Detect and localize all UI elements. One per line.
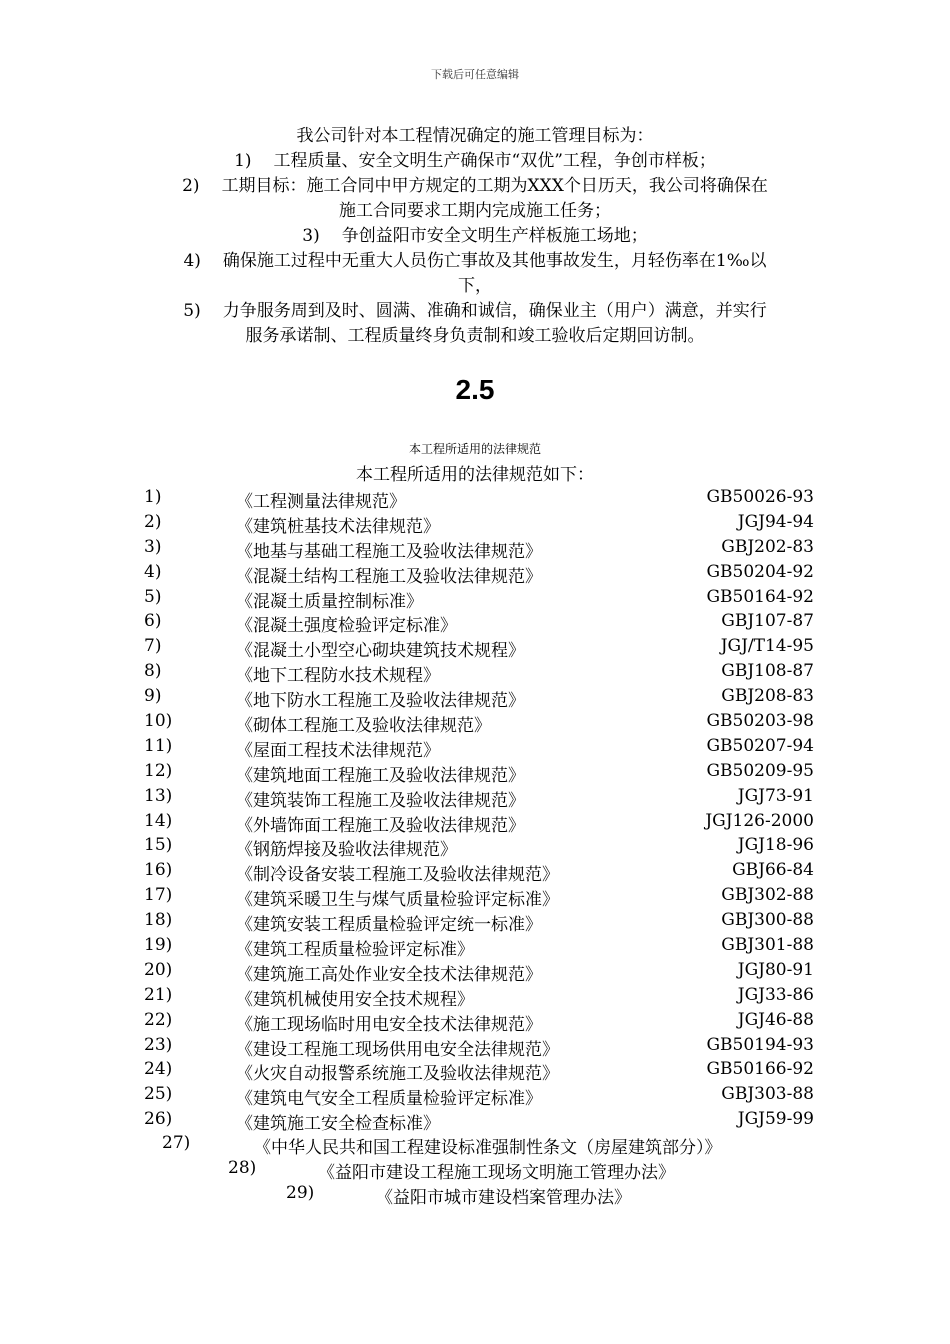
standard-code: GBJ208-83 xyxy=(721,686,814,707)
standard-row xyxy=(0,587,950,612)
standard-code: GBJ301-88 xyxy=(721,935,814,956)
goal-number: 2) xyxy=(182,176,200,196)
standard-number: 12) xyxy=(144,760,173,781)
standard-row xyxy=(0,811,950,836)
standard-code: GB50026-93 xyxy=(706,487,814,507)
standard-code: GBJ108-87 xyxy=(721,661,814,682)
standard-row xyxy=(0,736,950,761)
standard-title: 《建筑安装工程质量检验评定统一标准》 xyxy=(236,915,542,936)
standard-number: 15) xyxy=(144,835,173,856)
standard-number: 6) xyxy=(144,611,162,632)
standard-title: 《混凝土强度检验评定标准》 xyxy=(236,616,457,637)
standard-row xyxy=(0,537,950,562)
standard-row xyxy=(0,835,950,860)
standard-code: JGJ18-96 xyxy=(737,835,814,856)
standard-code: GB50164-92 xyxy=(706,586,814,607)
standard-code: JGJ/T14-95 xyxy=(720,636,814,657)
standard-title: 《地下工程防水技术规程》 xyxy=(236,666,440,687)
standard-row xyxy=(0,711,950,736)
goal-item-5 xyxy=(140,299,810,324)
standard-code: GB50209-95 xyxy=(706,760,814,781)
standard-title: 《建筑工程质量检验评定标准》 xyxy=(236,940,474,961)
standard-title: 《建筑施工高处作业安全技术法律规范》 xyxy=(236,964,542,985)
goal-item-4 xyxy=(140,249,810,274)
section-number: 2.5 xyxy=(455,374,495,405)
standard-number: 11) xyxy=(144,735,173,756)
standard-code: JGJ46-88 xyxy=(737,1009,814,1030)
standard-row xyxy=(0,860,950,885)
standard-row xyxy=(0,1109,950,1134)
standard-number: 27) xyxy=(162,1133,191,1153)
standard-code: GB50194-93 xyxy=(706,1034,814,1055)
standard-number: 4) xyxy=(144,561,162,582)
standard-row xyxy=(0,910,950,935)
standard-number: 5) xyxy=(144,586,162,607)
standard-code: GB50204-92 xyxy=(706,561,814,582)
standard-code: JGJ126-2000 xyxy=(705,810,814,831)
standard-row xyxy=(0,960,950,985)
standard-code: GBJ302-88 xyxy=(721,885,814,906)
standard-title: 《建筑机械使用安全技术规程》 xyxy=(236,989,474,1010)
standard-title: 《建筑地面工程施工及验收法律规范》 xyxy=(236,765,525,786)
standard-code: GBJ107-87 xyxy=(721,611,814,632)
standard-row xyxy=(0,562,950,587)
standard-title: 《建筑装饰工程施工及验收法律规范》 xyxy=(236,790,525,811)
standard-row xyxy=(0,786,950,811)
standard-row xyxy=(0,935,950,960)
standard-title: 《混凝土质量控制标准》 xyxy=(236,591,423,612)
standard-number: 26) xyxy=(144,1109,173,1130)
standard-number: 23) xyxy=(144,1034,173,1055)
standard-number: 20) xyxy=(144,959,173,980)
standard-code: GBJ300-88 xyxy=(721,910,814,931)
standard-number: 7) xyxy=(144,636,162,657)
standard-row xyxy=(0,487,950,512)
standard-number: 24) xyxy=(144,1059,173,1080)
standard-number: 1) xyxy=(144,487,162,507)
standard-row xyxy=(0,636,950,661)
standard-row xyxy=(0,761,950,786)
standard-row xyxy=(0,1059,950,1084)
standards-list xyxy=(0,487,950,1134)
standard-title: 《混凝土结构工程施工及验收法律规范》 xyxy=(236,566,542,587)
standard-number: 17) xyxy=(144,885,173,906)
standard-title: 《建筑电气安全工程质量检验评定标准》 xyxy=(236,1089,542,1110)
standard-title: 《制冷设备安装工程施工及验收法律规范》 xyxy=(236,865,559,886)
standard-number: 21) xyxy=(144,984,173,1005)
standard-number: 14) xyxy=(144,810,173,831)
standard-title: 《益阳市城市建设档案管理办法》 xyxy=(376,1188,631,1208)
standard-code: GB50203-98 xyxy=(706,711,814,732)
standard-number: 18) xyxy=(144,910,173,931)
goal-text: 确保施工过程中无重大人员伤亡事故及其他事故发生，月轻伤率在1‰以 xyxy=(222,251,767,271)
standard-number: 9) xyxy=(144,686,162,707)
standard-code: GBJ202-83 xyxy=(721,536,814,557)
standard-row xyxy=(0,1035,950,1060)
standard-row xyxy=(0,512,950,537)
goal-item-1 xyxy=(140,149,810,174)
goal-item-2 xyxy=(140,174,810,199)
standard-row xyxy=(0,1010,950,1035)
standard-title: 《建筑采暖卫生与煤气质量检验评定标准》 xyxy=(236,890,559,911)
standard-number: 10) xyxy=(144,711,173,732)
standard-number: 3) xyxy=(144,536,162,557)
download-note: 下载后可任意编辑 xyxy=(431,68,519,81)
standard-title: 《混凝土小型空心砌块建筑技术规程》 xyxy=(236,641,525,662)
standard-number: 2) xyxy=(144,511,162,532)
standard-number: 25) xyxy=(144,1084,173,1105)
standard-title: 《钢筋焊接及验收法律规范》 xyxy=(236,840,457,861)
standard-title: 《地下防水工程施工及验收法律规范》 xyxy=(236,691,525,712)
standard-row xyxy=(0,1084,950,1109)
standard-title: 《施工现场临时用电安全技术法律规范》 xyxy=(236,1014,542,1035)
standard-number: 8) xyxy=(144,661,162,682)
standard-code: GB50207-94 xyxy=(706,735,814,756)
standard-title: 《工程测量法律规范》 xyxy=(236,492,406,512)
standard-code: JGJ94-94 xyxy=(737,511,814,532)
standard-code: JGJ80-91 xyxy=(737,959,814,980)
standard-title: 《建筑桩基技术法律规范》 xyxy=(236,516,440,537)
standard-row xyxy=(0,611,950,636)
standard-code: GBJ303-88 xyxy=(721,1084,814,1105)
standard-code: GB50166-92 xyxy=(706,1059,814,1080)
standard-number: 28) xyxy=(228,1158,257,1178)
standard-row xyxy=(0,661,950,686)
standard-row xyxy=(0,885,950,910)
standard-title: 《中华人民共和国工程建设标准强制性条文（房屋建筑部分）》 xyxy=(254,1138,722,1158)
standard-code: JGJ33-86 xyxy=(737,984,814,1005)
goal-text: 工期目标：施工合同中甲方规定的工期为XXX个日历天，我公司将确保在 xyxy=(221,176,768,196)
section-title: 本工程所适用的法律规范 xyxy=(408,442,541,456)
goal-number: 1) xyxy=(234,151,252,171)
standard-number: 29) xyxy=(286,1183,315,1203)
standard-number: 19) xyxy=(144,935,173,956)
goal-text-continued: 施工合同要求工期内完成施工任务； xyxy=(339,201,611,221)
standard-title: 《外墙饰面工程施工及验收法律规范》 xyxy=(236,815,525,836)
goal-number: 5) xyxy=(183,301,201,321)
standard-code: GBJ66-84 xyxy=(732,860,814,881)
standard-title: 《火灾自动报警系统施工及验收法律规范》 xyxy=(236,1064,559,1085)
goal-text: 工程质量、安全文明生产确保市“双优”工程，争创市样板； xyxy=(273,151,716,171)
goal-text: 力争服务周到及时、圆满、准确和诚信，确保业主（用户）满意，并实行 xyxy=(222,301,767,321)
standards-intro: 本工程所适用的法律规范如下： xyxy=(356,465,594,485)
standard-number: 22) xyxy=(144,1009,173,1030)
goal-item-3 xyxy=(140,224,810,249)
standard-title: 《建设工程施工现场供用电安全法律规范》 xyxy=(236,1039,559,1060)
standard-row xyxy=(0,686,950,711)
standard-row xyxy=(0,985,950,1010)
goals-intro: 我公司针对本工程情况确定的施工管理目标为： xyxy=(296,126,654,146)
goal-number: 3) xyxy=(302,226,320,246)
standard-title: 《建筑施工安全检查标准》 xyxy=(236,1114,440,1135)
goal-number: 4) xyxy=(183,251,201,271)
goal-text-continued: 下， xyxy=(458,276,492,296)
standard-title: 《地基与基础工程施工及验收法律规范》 xyxy=(236,541,542,562)
standard-title: 《益阳市建设工程施工现场文明施工管理办法》 xyxy=(318,1163,675,1183)
standard-number: 16) xyxy=(144,860,173,881)
standard-code: JGJ73-91 xyxy=(737,785,814,806)
goal-text-continued: 服务承诺制、工程质量终身负责制和竣工验收后定期回访制。 xyxy=(245,326,705,346)
standard-title: 《屋面工程技术法律规范》 xyxy=(236,740,440,761)
goal-text: 争创益阳市安全文明生产样板施工场地； xyxy=(341,226,648,246)
standard-number: 13) xyxy=(144,785,173,806)
standard-code: JGJ59-99 xyxy=(737,1109,814,1130)
management-goals xyxy=(140,124,810,349)
standard-title: 《砌体工程施工及验收法律规范》 xyxy=(236,716,491,737)
